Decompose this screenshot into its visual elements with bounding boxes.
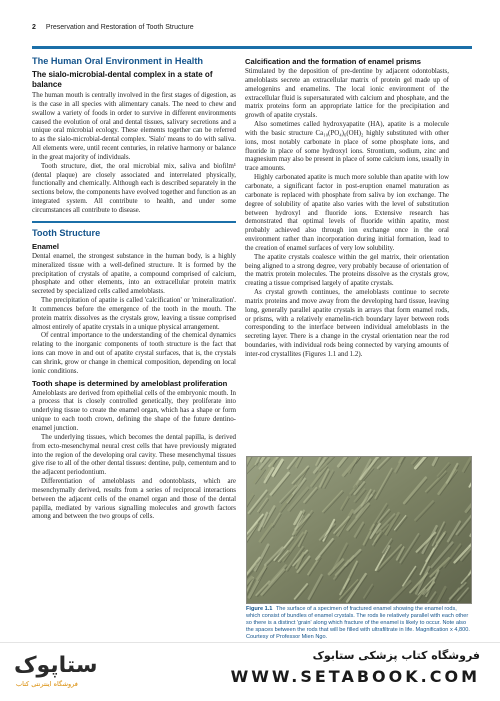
store-name: فروشگاه کتاب پزشکی ستابوک — [313, 649, 480, 662]
figure-caption-text: The surface of a specimen of fractured enamel showing the enamel rods, which consist of bundles of enamel crystals. The rods lie relatively parallel with each other so there is a distinct 'grain' along which fracture of the enamel is likely to occur. Note also the spaces between the rods that will be filled with ultrafiltrate in life. Magnification x 4,800. Courtesy of Professor Mien Ngo. — [246, 606, 470, 640]
paragraph: The precipitation of apatite is called 'calcification' or 'mineralization'. It commences before the emergence of the tooth in the mouth. The protein matrix dissolves as the crystals grow, leaving a tissue comprised almost entirely of apatite crystals in a unique physical arrangement. — [32, 296, 236, 331]
subsection-heading-enamel: Enamel — [32, 242, 236, 251]
paragraph: Ameloblasts are derived from epithelial cells of the embryonic mouth. In a process that is closely controlled genetically, they proliferate into underlying tissue to create the enamel organ, which has a shape or form unique to each tooth crown, defining the shape of the future dentino-enamel junction. — [32, 389, 236, 433]
paragraph: Of central importance to the understanding of the chemical dynamics relating to the inorganic components of tooth structure is the fact that ions can move in and out of apatite crystal surfaces, that is, the crystals can shrink, grow or change in chemical composition, depending on local ionic conditions. — [32, 331, 236, 375]
section-heading-tooth-structure: Tooth Structure — [32, 228, 236, 238]
paragraph: The human mouth is centrally involved in the first stages of digestion, as is the case in all species with alimentary canals. The need to chew and swallow a variety of foods in order to survive in different environments caused the evolution of oral and dental tissues, salivary secretions and a unique oral microbial ecology. These elements together can be referred to as the sialo-microbial-dental complex. 'Sialo' means to do with saliva. All elements were, until recent centuries, in relative harmony or balance in the great majority of individuals. — [32, 91, 236, 162]
paragraph: The underlying tissues, which becomes the dental papilla, is derived from ecto-mesenchymal neural crest cells that have previously migrated into the region of the developing oral cavity. These mesenchymal tissues give rise to all of the other dental tissues: dentine, pulp, cementum and to the adjacent periodontium. — [32, 433, 236, 477]
micrograph-image — [247, 457, 471, 603]
paragraph: Stimulated by the deposition of pre-dentine by adjacent odontoblasts, ameloblasts secrete an extracellular matrix of protein gel made up of amelogenins and enamelins. The local ionic environment of the extracellular fluid is supersaturated with calcium and phosphate, and the matrix proteins form an appropriate lattice for the precipitation and growth of apatite crystals. — [245, 67, 449, 120]
enamel-rods-micrograph — [246, 456, 472, 604]
subsection-heading-calcification: Calcification and the formation of enamel prisms — [245, 57, 449, 66]
subsection-heading-sialo-microbial: The sialo-microbial-dental complex in a state of balance — [32, 70, 236, 89]
paragraph: As crystal growth continues, the ameloblasts continue to secrete matrix proteins and move away from the developing hard tissue, leaving long, generally parallel apatite crystals in arrays that form enamel rods, or prisms, with a relatively enamelin-rich boundary layer between rods corresponding to the interface between individual ameloblasts in the secreting layer. There is a change in the crystal orientation near the rod boundaries, with individual rods being connected by varying amounts of inter-rod crystallites (Figures 1.1 and 1.2). — [245, 288, 449, 359]
page-number: 2 — [32, 24, 36, 31]
running-head — [32, 24, 472, 31]
logo-wordmark: ستاپوک — [14, 653, 97, 678]
subsection-heading-tooth-shape: Tooth shape is determined by ameloblast proliferation — [32, 379, 236, 388]
section-rule — [32, 221, 236, 223]
store-url: WWW.SETABOOK.COM — [231, 667, 480, 686]
figure-caption — [246, 606, 470, 641]
paragraph: Differentiation of ameloblasts and odontoblasts, which are mesenchymally derived, results from a series of reciprocal interactions between the adjacent cells of the enamel organ and those of the dental papilla, mediated by various signalling molecules and growth factors among and between the two groups of cells. — [32, 477, 236, 521]
paragraph: Dental enamel, the strongest substance in the human body, is a highly mineralized tissue with a well-defined structure. It is formed by the precipitation of crystals of apatite, a compound comprised of calcium, phosphate and other elements, into an extracellular protein matrix secreted by specialized cells called ameloblasts. — [32, 252, 236, 296]
section-heading-oral-environment: The Human Oral Environment in Health — [32, 56, 236, 66]
setabook-logo — [14, 653, 134, 691]
left-column — [32, 54, 236, 521]
right-column — [245, 54, 449, 359]
publisher-watermark-banner — [0, 642, 500, 701]
paragraph: Highly carbonated apatite is much more soluble than apatite with low carbonate, a significant factor in post-eruption enamel maturation as carbonate is replaced with phosphate from saliva by ion exchange. The degree of solubility of apatite also varies with the level of substitution between hydroxyl and fluoride ions. Extensive research has demonstrated that optimal levels of fluoride within apatite, most probably achieved also through ion exchange once in the oral environment rather than incorporation during initial formation, lead to the creation of enamel surfaces of very low solubility. — [245, 173, 449, 253]
paragraph: Also sometimes called hydroxyapatite (HA), apatite is a molecule with the basic structure Ca₁₀(PO₄)₆(OH)₂ highly substituted with other ions, most notably carbonate in place of some phosphate ions, and fluoride in place of some hydroxyl ions. Strontium, sodium, zinc and magnesium may also be present in place of some calcium ions, usually in trace amounts. — [245, 120, 449, 173]
paragraph: Tooth structure, diet, the oral microbial mix, saliva and biofilm¹ (dental plaque) are closely associated and interrelated physically, functionally and chemically. Although each is described separately in the sections below, the components have evolved together and function as an integrated system. All contribute to health, and under some circumstances all contribute to disease. — [32, 162, 236, 215]
paragraph: The apatite crystals coalesce within the gel matrix, their orientation being aligned to a strong degree, very probably because of orientation of the matrix protein molecules. The proteins dissolve as the crystals grow, creating a tissue comprised largely of apatite crystals. — [245, 253, 449, 288]
logo-tagline: فروشگاه اینترنتی کتاب — [16, 680, 78, 688]
running-head-title: Preservation and Restoration of Tooth Structure — [46, 24, 194, 31]
header-rule — [32, 46, 472, 49]
figure-label: Figure 1.1 — [246, 606, 272, 612]
